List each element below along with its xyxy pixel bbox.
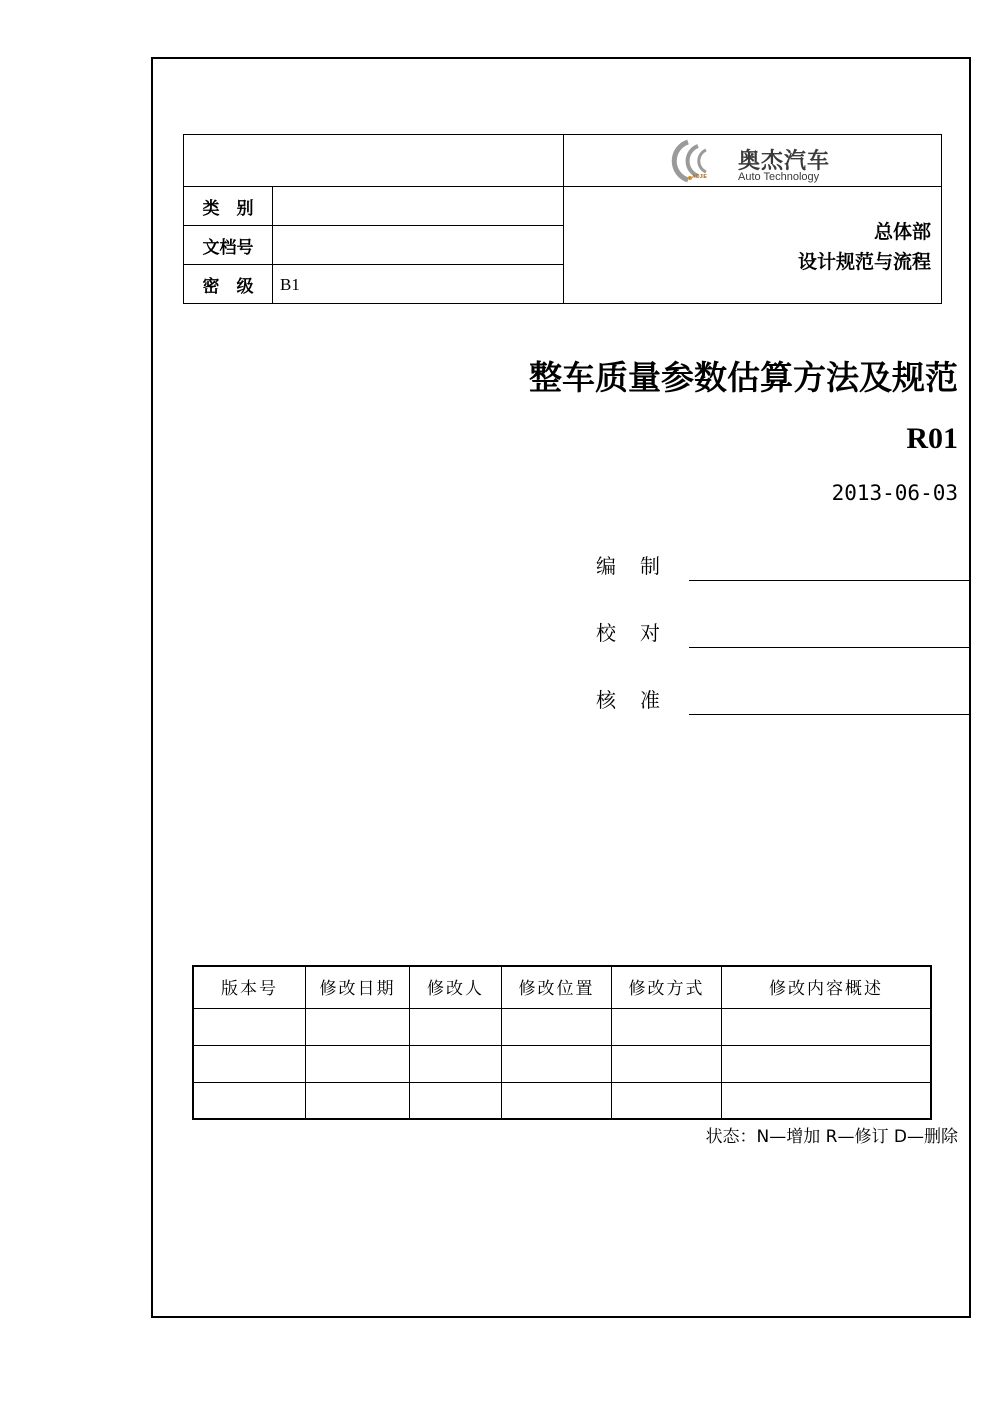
status-legend: 状态：N—增加 R—修订 D—删除 [705,1127,958,1147]
column-header-version: 版本号 [221,978,278,999]
document-revision: R01 [906,422,958,455]
department-block [798,217,931,277]
column-header-location: 修改位置 [518,978,595,999]
signature-line[interactable] [689,580,970,581]
company-name-en: Auto Technology [738,171,820,183]
field-label-doc-number: 文档号 [202,238,254,258]
signature-label: 校对 [596,621,684,645]
signature-label: 编制 [596,554,684,578]
signature-row-prepared [596,548,970,582]
column-header-author: 修改人 [427,978,484,999]
signature-label: 核准 [596,688,684,712]
signature-row-approved [596,682,970,716]
logo-subtext: AOJIE [692,174,708,180]
document-date: 2013-06-03 [831,481,958,505]
signature-line[interactable] [689,647,970,648]
field-value-security-level: B1 [280,274,300,294]
field-label-category: 类 别 [202,199,254,219]
field-label-security-level: 密 级 [202,277,254,297]
column-header-summary: 修改内容概述 [769,978,883,999]
signature-line[interactable] [689,714,970,715]
document-title: 整车质量参数估算方法及规范 [529,358,958,397]
revision-table [192,965,932,1120]
column-header-date: 修改日期 [319,978,396,999]
company-logo [664,138,844,184]
header-table [183,134,942,304]
document-category: 设计规范与流程 [797,251,931,273]
signature-row-checked [596,615,970,649]
column-header-method: 修改方式 [628,978,705,999]
department-name: 总体部 [873,221,931,243]
company-name-cn: 奥杰汽车 [738,149,831,174]
